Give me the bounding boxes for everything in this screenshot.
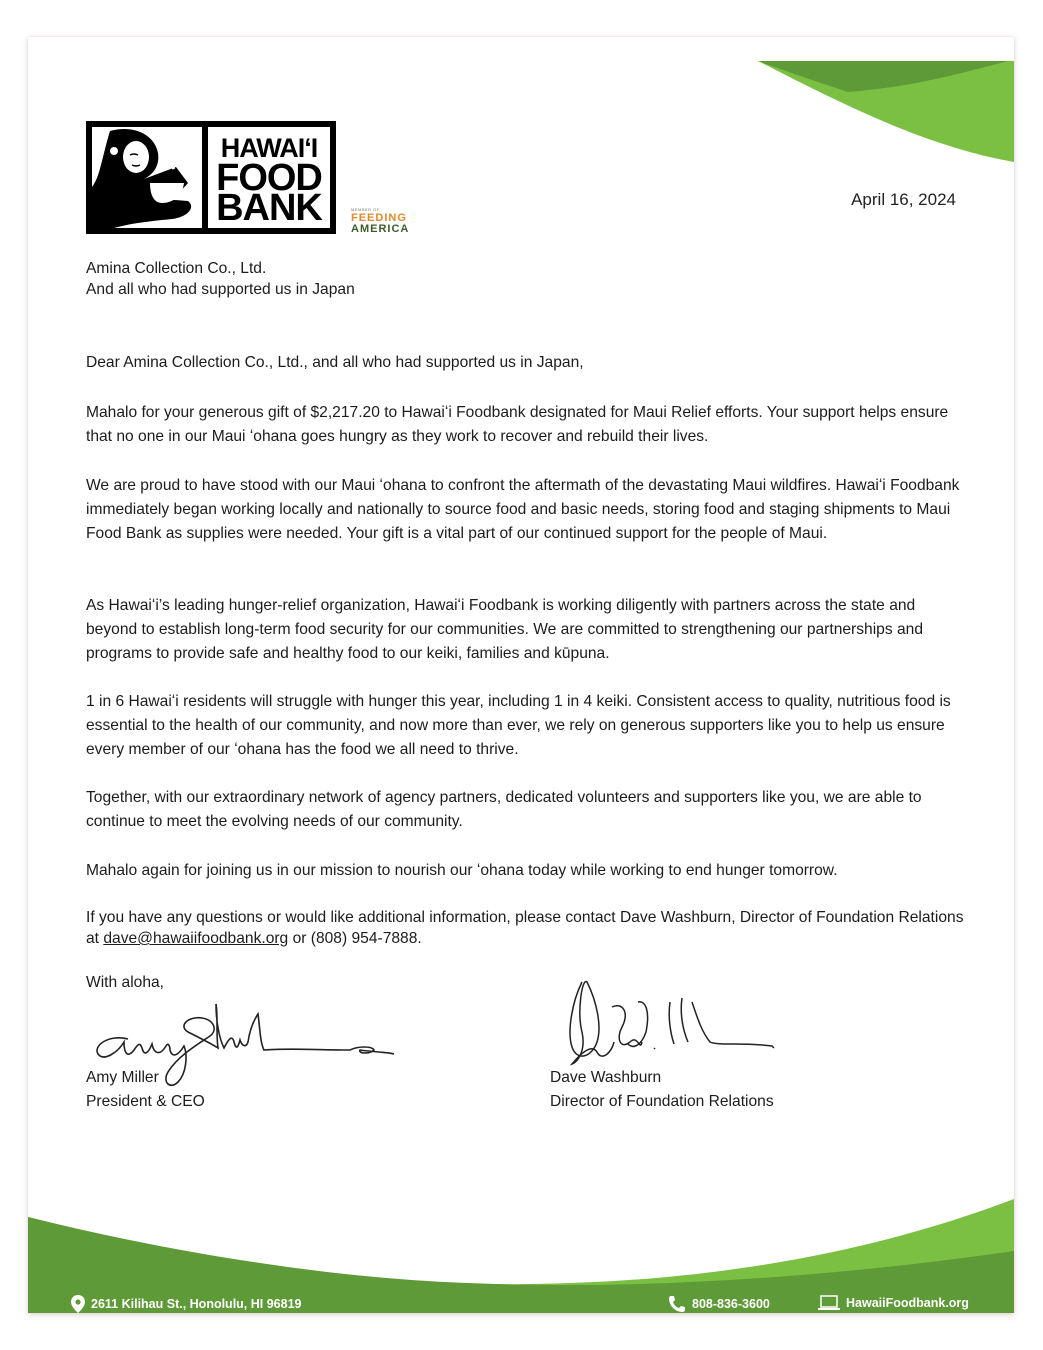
recipient-line: Amina Collection Co., Ltd. — [86, 260, 267, 277]
contact-email-link[interactable]: dave@hawaiifoodbank.org — [103, 930, 289, 947]
body-paragraph: 1 in 6 Hawaiʻi residents will struggle with hunger this year, including 1 in 4 keiki. Consistent access to quality, nutritious food is essential to the health of our community, and now more than ever, we rely on generous supporters like you to help us ensure every member of our ʻohana has the food we all need to thrive. — [86, 693, 951, 758]
closing: With aloha, — [86, 974, 165, 991]
hula-woman-icon — [92, 127, 202, 228]
feeding-word: FEEDING — [351, 212, 407, 224]
member-of-label: MEMBER OF — [351, 207, 380, 212]
signature-dave-washburn — [542, 972, 787, 1077]
signer-title: President & CEO — [86, 1093, 205, 1110]
body-paragraph: We are proud to have stood with our Maui ʻohana to confront the aftermath of the devastating Maui wildfires. Hawaiʻi Foodbank immediately began working locally and nationally to source food and basic needs, storing food and staging shipments to Maui Food Bank as supplies were needed. Your gift is a vital part of our continued support for the people of Maui. — [86, 477, 960, 542]
letter-page — [28, 37, 1014, 1313]
footer-address-text: 2611 Kilihau St., Honolulu, HI 96819 — [91, 1297, 302, 1311]
logo-word-bank: BANK — [216, 186, 322, 229]
letter-date: April 16, 2024 — [851, 190, 956, 209]
signer-name: Dave Washburn — [550, 1069, 662, 1086]
footer-address — [71, 1295, 301, 1313]
map-pin-icon — [71, 1295, 85, 1313]
hawaii-foodbank-logo — [86, 121, 336, 234]
logo-word-hawaii: HAWAIʻI — [220, 132, 318, 163]
signer-title: Director of Foundation Relations — [550, 1093, 774, 1110]
logo-wordmark — [208, 127, 330, 228]
recipient-line: And all who had supported us in Japan — [86, 281, 355, 298]
laptop-icon — [818, 1295, 840, 1311]
phone-icon — [668, 1295, 686, 1313]
signer-amy-miller — [86, 1066, 205, 1114]
body-paragraph: Together, with our extraordinary network of agency partners, dedicated volunteers and supporters like you, we are able to continue to meet the evolving needs of our community. — [86, 789, 922, 830]
body-paragraph: Mahalo for your generous gift of $2,217.20 to Hawaiʻi Foodbank designated for Maui Relief efforts. Your support helps ensure that no one in our Maui ʻohana goes hungry as they work to recover and rebuild their lives. — [86, 404, 949, 445]
body-paragraph: As Hawaiʻi’s leading hunger-relief organization, Hawaiʻi Foodbank is working diligently with partners across the state and beyond to establish long-term food security for our communities. We are committed to strengthening our partnerships and programs to provide safe and healthy food to our keiki, families and kūpuna. — [86, 597, 923, 662]
logo-illustration — [92, 127, 202, 228]
feeding-america-logo — [351, 207, 421, 237]
salutation: Dear Amina Collection Co., Ltd., and all who had supported us in Japan, — [86, 354, 584, 371]
footer-phone — [668, 1295, 770, 1313]
logo-word-food: FOOD — [216, 156, 322, 199]
signer-name: Amy Miller — [86, 1069, 159, 1086]
contact-phone-text: or (808) 954-7888. — [288, 930, 422, 947]
signer-dave-washburn — [550, 1066, 774, 1114]
contact-paragraph — [86, 907, 966, 949]
recipient-block — [86, 258, 966, 300]
footer-website-text: HawaiiFoodbank.org — [846, 1296, 969, 1310]
america-word: AMERICA — [351, 223, 410, 235]
body-paragraph: Mahalo again for joining us in our mission to nourish our ʻohana today while working to end hunger tomorrow. — [86, 862, 838, 879]
footer-website — [818, 1295, 969, 1311]
footer-phone-text: 808-836-3600 — [692, 1297, 770, 1311]
contact-text: If you have any questions or would like additional information, please contact Dave Washburn, Director of Foundation Relations at — [86, 909, 964, 947]
